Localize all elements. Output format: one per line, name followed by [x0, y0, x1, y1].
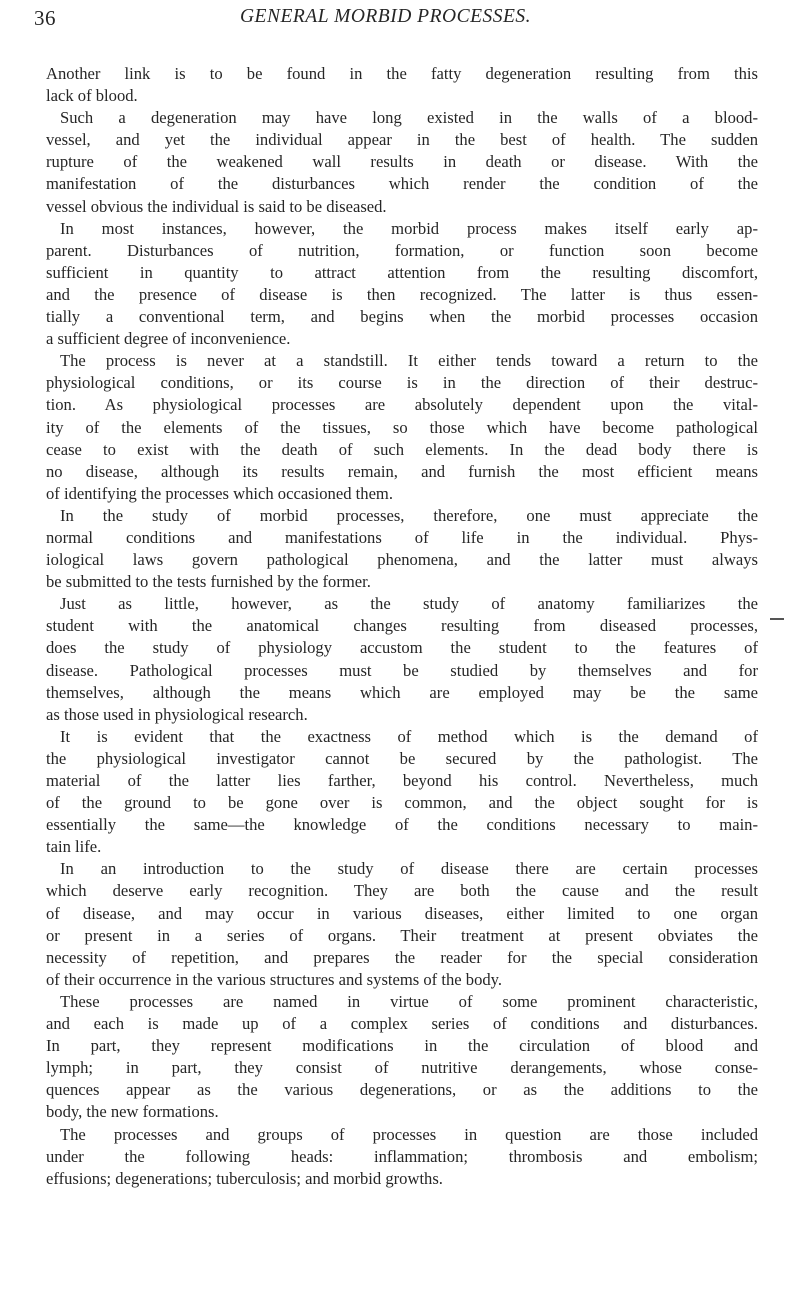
text-line: vessel obvious the individual is said to be diseased. — [46, 196, 387, 216]
text-line: tion. As physiological processes are absolutely dependent upon the vital- — [46, 395, 758, 415]
text-line: no disease, although its results remain, and furnish the most efficient means — [46, 461, 758, 481]
text-line: In an introduction to the study of disease there are certain processes — [60, 859, 758, 879]
text-line: disease. Pathological processes must be studied by themselves and for — [46, 660, 758, 680]
text-line: tially a conventional term, and begins when the morbid processes occasion — [46, 307, 758, 327]
paragraph — [46, 991, 758, 1124]
text-line: In the study of morbid processes, therefore, one must appreciate the — [60, 505, 758, 525]
text-line: rupture of the weakened wall results in death or disease. With the — [46, 152, 758, 172]
running-title: GENERAL MORBID PROCESSES. — [239, 6, 532, 27]
text-line: student with the anatomical changes resulting from diseased processes, — [46, 616, 758, 636]
paragraph — [46, 1124, 758, 1190]
text-line: lack of blood. — [46, 86, 138, 106]
text-line: of their occurrence in the various structures and systems of the body. — [46, 969, 503, 989]
margin-mark — [770, 618, 784, 620]
text-line: of the ground to be gone over is common, and the object sought for is — [46, 793, 758, 813]
text-line: effusions; degenerations; tuberculosis; and morbid growths. — [46, 1168, 443, 1188]
text-line: iological laws govern pathological phenomena, and the latter must always — [46, 550, 758, 570]
text-line: necessity of repetition, and prepares the reader for the special consideration — [46, 947, 758, 967]
text-line: does the study of physiology accustom the student to the features of — [46, 638, 758, 658]
paragraph — [46, 107, 758, 217]
paragraph — [46, 593, 758, 726]
text-line: physiological conditions, or its course is in the direction of their destruc- — [46, 373, 758, 393]
text-line: and each is made up of a complex series of conditions and disturbances. — [46, 1014, 758, 1034]
text-line: of disease, and may occur in various diseases, either limited to one organ — [46, 903, 758, 923]
text-line: a sufficient degree of inconvenience. — [46, 329, 291, 349]
text-line: In most instances, however, the morbid process makes itself early ap- — [60, 218, 758, 238]
paragraph — [46, 505, 758, 593]
paragraph — [46, 218, 758, 351]
text-line: The processes and groups of processes in question are those included — [60, 1124, 758, 1144]
text-line: be submitted to the tests furnished by the former. — [46, 572, 371, 592]
text-line: as those used in physiological research. — [46, 704, 308, 724]
text-line: In part, they represent modifications in the circulation of blood and — [46, 1036, 758, 1056]
text-line: lymph; in part, they consist of nutritive derangements, whose conse- — [46, 1058, 758, 1078]
text-line: ity of the elements of the tissues, so those which have become pathological — [46, 417, 758, 437]
paragraph — [46, 858, 758, 991]
text-line: material of the latter lies farther, beyond his control. Nevertheless, much — [46, 771, 758, 790]
page-number: 36 — [34, 6, 56, 30]
text-line: vessel, and yet the individual appear in the best of health. The sudden — [46, 130, 758, 150]
text-line: body, the new formations. — [46, 1102, 219, 1122]
text-line: It is evident that the exactness of method which is the demand of — [60, 726, 758, 746]
text-line: which deserve early recognition. They are both the cause and the result — [46, 881, 758, 901]
text-line: These processes are named in virtue of some prominent characteristic, — [60, 991, 758, 1011]
text-line: quences appear as the various degenerations, or as the additions to the — [46, 1080, 758, 1100]
text-line: Just as little, however, as the study of anatomy familiarizes the — [60, 594, 758, 614]
text-line: essentially the same—the knowledge of the conditions necessary to main- — [46, 815, 758, 835]
paragraph — [46, 726, 758, 859]
text-line: of identifying the processes which occasioned them. — [46, 483, 393, 503]
text-line: tain life. — [46, 837, 102, 857]
paragraph — [46, 350, 758, 505]
text-line: sufficient in quantity to attract attention from the resulting discomfort, — [46, 262, 758, 282]
running-head — [34, 6, 737, 36]
body-text — [46, 63, 758, 1190]
text-line: The process is never at a standstill. It either tends toward a return to the — [60, 351, 758, 371]
paragraph — [46, 63, 758, 107]
text-line: the physiological investigator cannot be secured by the pathologist. The — [46, 748, 758, 768]
text-line: manifestation of the disturbances which render the condition of the — [46, 174, 758, 194]
text-line: themselves, although the means which are employed may be the same — [46, 682, 758, 702]
text-line: under the following heads: inflammation; thrombosis and embolism; — [46, 1146, 758, 1166]
text-line: cease to exist with the death of such elements. In the dead body there is — [46, 439, 758, 459]
text-line: normal conditions and manifestations of life in the individual. Phys- — [46, 527, 758, 547]
text-line: and the presence of disease is then recognized. The latter is thus essen- — [46, 284, 758, 304]
text-line: Another link is to be found in the fatty degeneration resulting from this — [46, 64, 758, 83]
text-line: or present in a series of organs. Their treatment at present obviates the — [46, 925, 758, 945]
text-line: parent. Disturbances of nutrition, formation, or function soon become — [46, 240, 758, 260]
text-line: Such a degeneration may have long existed in the walls of a blood- — [60, 108, 758, 128]
